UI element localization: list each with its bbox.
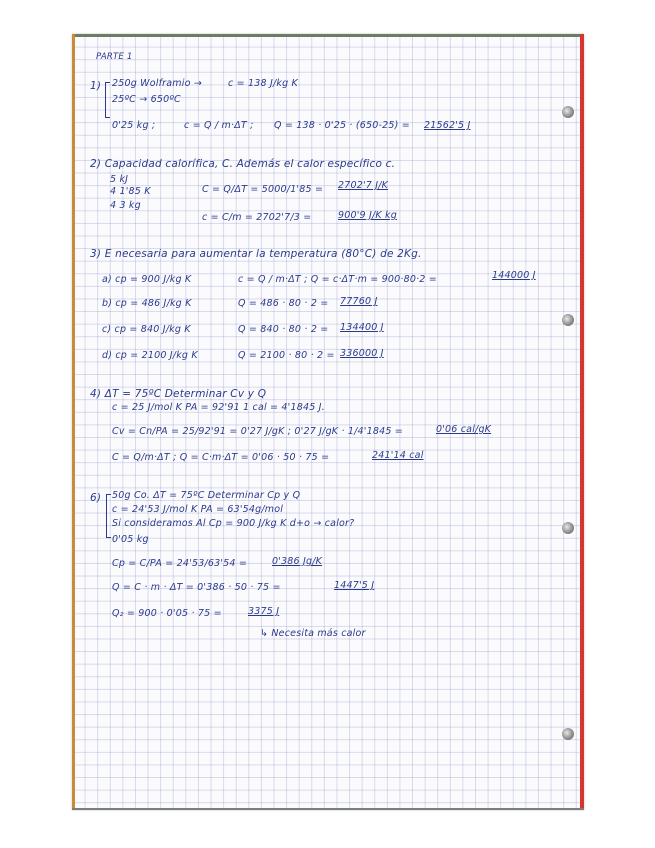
problem-4-heading: 4) ΔT = 75ºC Determinar Cv y Q (90, 388, 267, 400)
problem-4-data: c = 25 J/mol K PA = 92'91 1 cal = 4'1845 J. (112, 402, 325, 413)
problem-3-item-a-label: a) cp = 900 J/kg K (102, 274, 192, 285)
problem-2-c-capacity-result: 2702'7 J/K (338, 180, 389, 191)
problem-1-c-formula: c = Q / m·ΔT ; (184, 120, 254, 131)
problem-1-q-result: 21562'5 J (424, 120, 471, 131)
problem-2-c-capacity: C = Q/ΔT = 5000/1'85 = (202, 184, 324, 195)
problem-6-number: 6) (90, 492, 102, 504)
problem-1-temps: 25ºC → 650ºC (112, 94, 181, 105)
problem-6-cp-result: 0'386 Jg/K (272, 556, 323, 567)
problem-2-title: 2) Capacidad calorífica, C. Además el calor específico c. (90, 158, 396, 170)
problem-6-note: ↳ Necesita más calor (260, 628, 366, 639)
problem-4-q-result: 241'14 cal (372, 450, 424, 461)
problem-2-c-specific-result: 900'9 J/K kg (338, 210, 397, 221)
problem-1-q-calc: Q = 138 · 0'25 · (650-25) = (274, 120, 410, 131)
problem-2-c-specific: c = C/m = 2702'7/3 = (202, 212, 312, 223)
problem-6-q-calc: Q = C · m · ΔT = 0'386 · 50 · 75 = (112, 582, 281, 593)
problem-6-line-2: c = 24'53 J/mol K PA = 63'54g/mol (112, 504, 284, 515)
problem-3-title: 3) E necesaria para aumentar la temperatura (80°C) de 2Kg. (90, 248, 422, 260)
problem-1-brace (105, 82, 110, 118)
problem-3-item-a-result: 144000 J (492, 270, 536, 281)
problem-6-brace (106, 494, 111, 538)
problem-6-cp-calc: Cp = C/PA = 24'53/63'54 = (112, 558, 248, 569)
problem-3-item-d-result: 336000 J (340, 348, 384, 359)
problem-1-number: 1) (90, 80, 102, 92)
binder-hole-icon (562, 106, 574, 118)
problem-1-mass-kg: 0'25 kg ; (112, 120, 156, 131)
problem-6-line-1: 50g Co. ΔT = 75ºC Determinar Cp y Q (112, 490, 301, 501)
problem-6-line-3: Si consideramos Al Cp = 900 J/kg K d+o → calor? (112, 518, 355, 529)
problem-3-item-c-result: 134400 J (340, 322, 384, 333)
problem-3-item-b-label: b) cp = 486 J/kg K (102, 298, 192, 309)
page-title: PARTE 1 (96, 52, 133, 62)
problem-3-item-c-label: c) cp = 840 J/kg K (102, 324, 191, 335)
problem-6-q-result: 1447'5 J (334, 580, 375, 591)
problem-3-item-d-label: d) cp = 2100 J/kg K (102, 350, 198, 361)
problem-4-cv-calc: Cv = Cn/PA = 25/92'91 = 0'27 J/gK ; 0'27 J/gK · 1/4'1845 = (112, 426, 403, 437)
problem-3-item-c-calc: Q = 840 · 80 · 2 = (238, 324, 329, 335)
page-top-edge (72, 34, 584, 37)
problem-6-q2-calc: Q₂ = 900 · 0'05 · 75 = (112, 608, 222, 619)
problem-2-dt: 4 1'85 K (110, 186, 151, 197)
problem-1-given-mass: 250g Wolframio → (112, 78, 202, 89)
problem-6-q2-result: 3375 J (248, 606, 280, 617)
problem-3-item-d-calc: Q = 2100 · 80 · 2 = (238, 350, 335, 361)
problem-4-q-calc: C = Q/m·ΔT ; Q = C·m·ΔT = 0'06 · 50 · 75 = (112, 452, 330, 463)
problem-6-mass-kg: 0'05 kg (112, 534, 149, 545)
page-bottom-edge (72, 808, 584, 810)
problem-3-formula: c = Q / m·ΔT ; Q = c·ΔT·m = 900·80·2 = (238, 274, 437, 285)
problem-1-c-value: c = 138 J/kg K (228, 78, 298, 89)
binder-hole-icon (562, 522, 574, 534)
page-left-edge (72, 34, 75, 810)
page-right-edge (580, 34, 584, 810)
binder-hole-icon (562, 314, 574, 326)
binder-hole-icon (562, 728, 574, 740)
notebook-page (72, 34, 584, 810)
problem-3-item-b-result: 77760 J (340, 296, 378, 307)
problem-2-heat: 5 kJ (110, 174, 129, 185)
problem-3-item-b-calc: Q = 486 · 80 · 2 = (238, 298, 329, 309)
problem-2-mass: 4 3 kg (110, 200, 141, 211)
problem-4-cv-result: 0'06 cal/gK (436, 424, 492, 435)
